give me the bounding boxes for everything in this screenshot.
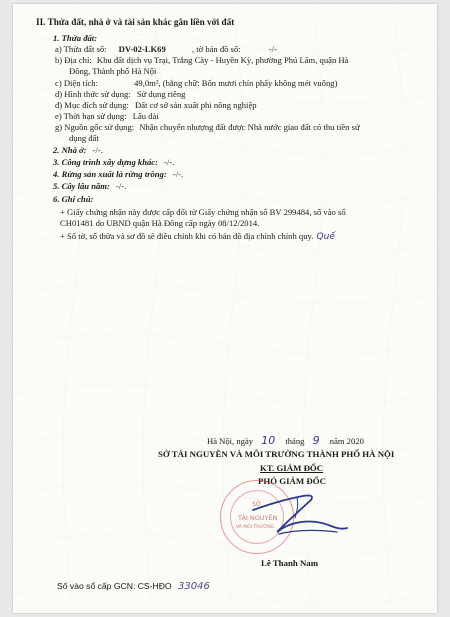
origin-line-1: Nhận chuyển nhượng đất được Nhà nước giao đất có thu tiền sử bbox=[139, 122, 360, 132]
date-prefix: Hà Nội, ngày bbox=[207, 436, 254, 446]
perennial-heading: 5. Cây lâu năm: bbox=[53, 181, 110, 191]
forest-value: -/-. bbox=[172, 169, 184, 179]
perennial-value: -/-. bbox=[115, 181, 127, 191]
certificate-page bbox=[13, 4, 437, 613]
note-2-row bbox=[60, 231, 335, 242]
address-line-1: Khu đất dịch vụ Trại, Trắng Cày - Huyền Kỳ, phường Phú Lãm, quận Hà bbox=[96, 55, 349, 65]
parcel-label: a) Thửa đất số: bbox=[55, 44, 107, 54]
origin-line-2: dụng đất bbox=[69, 133, 99, 143]
land-heading: 1. Thửa đất: bbox=[53, 33, 98, 43]
note-2: + Số tờ, số thửa và sơ đồ sẽ điều chỉnh khi có bản đồ địa chính chính quy. bbox=[60, 231, 314, 241]
purpose-value: Đất cơ sở sản xuất phi nông nghiệp bbox=[135, 100, 257, 110]
seal-text-2: TÀI NGUYÊN bbox=[238, 514, 278, 522]
date-line bbox=[207, 436, 364, 446]
purpose-label: đ) Mục đích sử dụng: bbox=[55, 100, 129, 110]
origin-label: g) Nguồn gốc sử dụng: bbox=[55, 122, 135, 132]
seal-text-1: SỞ bbox=[252, 501, 262, 508]
note-2-initials: Quế bbox=[316, 232, 335, 242]
term-row bbox=[55, 111, 159, 121]
map-sheet-label: , tờ bản đồ số: bbox=[191, 44, 241, 54]
perennial-row bbox=[53, 181, 126, 191]
note-1-line-2: CH01481 do UBND quận Hà Đông cấp ngày 08/12/2014. bbox=[60, 218, 260, 228]
registry-row bbox=[57, 581, 210, 592]
usage-form-row bbox=[55, 89, 185, 99]
address-row bbox=[55, 55, 348, 65]
forest-heading: 4. Rừng sản xuất là rừng trồng: bbox=[53, 169, 167, 179]
date-day: 10 bbox=[261, 434, 276, 447]
origin-row bbox=[55, 122, 360, 132]
month-label: tháng bbox=[285, 436, 305, 446]
other-construction-row bbox=[53, 157, 174, 167]
year-label: năm 2020 bbox=[329, 436, 364, 446]
parcel-number: DV-02-LK69 bbox=[118, 44, 166, 54]
forest-row bbox=[53, 169, 183, 179]
deputy-director: PHÓ GIÁM ĐỐC bbox=[258, 476, 326, 486]
signer-name: Lê Thanh Nam bbox=[261, 558, 319, 568]
map-sheet-value: -/- bbox=[268, 44, 277, 54]
address-label: b) Địa chỉ: bbox=[55, 55, 92, 65]
agency-name: SỞ TÀI NGUYÊN VÀ MÔI TRƯỜNG THÀNH PHỐ HÀ NỘI bbox=[158, 449, 395, 459]
kt-director: KT. GIÁM ĐỐC bbox=[260, 463, 324, 473]
term-value: Lâu dài bbox=[132, 111, 159, 121]
usage-form-value: Sử dụng riêng bbox=[136, 89, 186, 99]
area-value: 49,0m², (bằng chữ: Bốn mươi chín phẩy không mét vuông) bbox=[134, 78, 338, 88]
section-title: II. Thửa đất, nhà ở và tài sản khác gắn liền với đất bbox=[36, 17, 235, 27]
date-month: 9 bbox=[312, 434, 320, 447]
area-label: c) Diện tích: bbox=[55, 78, 98, 88]
registry-number: 33046 bbox=[178, 581, 210, 592]
area-row bbox=[55, 78, 337, 88]
parcel-row bbox=[55, 44, 277, 54]
house-heading: 2. Nhà ở: bbox=[53, 145, 87, 155]
other-construction-value: -/-. bbox=[164, 157, 175, 167]
address-line-2: Đông, Thành phố Hà Nội bbox=[69, 66, 157, 76]
house-value: -/-. bbox=[92, 145, 103, 155]
handwritten-signature bbox=[251, 484, 351, 554]
term-label: e) Thời hạn sử dụng: bbox=[55, 111, 127, 121]
usage-form-label: d) Hình thức sử dụng: bbox=[55, 89, 131, 99]
seal-text-3: VÀ MÔI TRƯỜNG bbox=[236, 525, 275, 530]
house-row bbox=[53, 145, 103, 155]
notes-heading: 6. Ghi chú: bbox=[53, 194, 94, 204]
note-1-line-1: + Giấy chứng nhận này được cấp đổi từ Giấy chứng nhận số BV 299484, số vào sổ bbox=[60, 207, 346, 217]
other-construction-heading: 3. Công trình xây dựng khác: bbox=[53, 157, 158, 167]
purpose-row bbox=[55, 100, 257, 110]
registry-label: Số vào sổ cấp GCN: CS-HĐO bbox=[57, 581, 172, 591]
